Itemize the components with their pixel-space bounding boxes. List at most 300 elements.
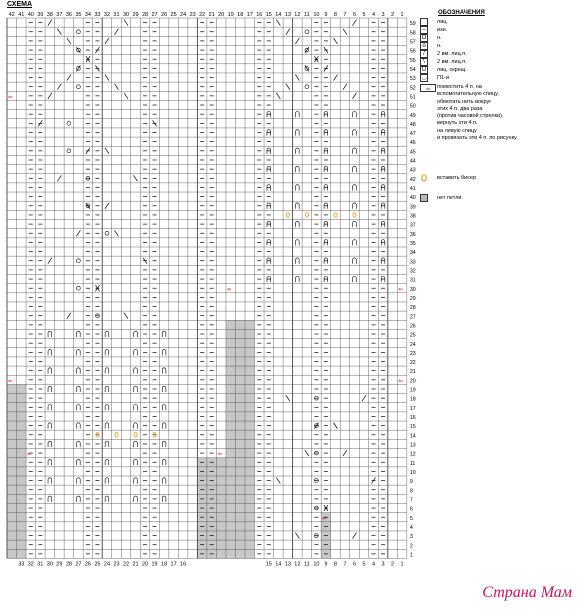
no-stitch-cell: [17, 540, 27, 549]
row-label: 52: [409, 85, 416, 92]
row-label: 57: [409, 39, 416, 46]
no-stitch-cell: [7, 540, 17, 549]
no-stitch-cell: [245, 531, 255, 540]
twisted-symbol: [353, 203, 357, 209]
yarnover-symbol: [77, 286, 81, 290]
col-label: 25: [94, 561, 101, 568]
no-stitch-cell: [17, 384, 27, 393]
legend-symbol-icon: ᑌ: [421, 67, 427, 73]
yarnover-symbol: [77, 259, 81, 263]
row-label: 40: [409, 195, 416, 202]
no-stitch-cell: [226, 430, 236, 439]
no-stitch-cell: [7, 531, 17, 540]
chart-grid: [7, 18, 407, 558]
no-stitch-cell: [226, 531, 236, 540]
twisted-symbol: [105, 478, 109, 484]
no-stitch-cell: [235, 348, 245, 357]
col-label: 21: [208, 12, 215, 18]
twisted-symbol: [134, 423, 138, 429]
twisted-symbol: [77, 331, 81, 337]
no-stitch-cell: [226, 494, 236, 503]
ssk-symbol: [67, 38, 71, 44]
no-stitch-cell: [17, 503, 27, 512]
col-label: 39: [37, 12, 44, 18]
twisted-symbol: [353, 185, 357, 191]
row-label: 27: [409, 314, 416, 321]
twisted-symbol: [105, 386, 109, 392]
col-label: 32: [27, 561, 34, 568]
no-stitch-cell: [245, 421, 255, 430]
row-label: 26: [409, 323, 416, 330]
nostitch-label: нет петли: [437, 195, 462, 201]
yarnover-symbol: [67, 121, 71, 125]
no-stitch-cell: [226, 320, 236, 329]
row-label: 13: [409, 442, 416, 449]
no-stitch-cell: [226, 366, 236, 375]
no-stitch-cell: [245, 366, 255, 375]
no-stitch-cell: [7, 476, 17, 485]
twisted-symbol: [48, 496, 52, 502]
row-label: 19: [409, 387, 416, 394]
bead-symbol: [305, 213, 308, 218]
no-stitch-cell: [17, 467, 27, 476]
ssk-symbol: [124, 313, 128, 319]
no-stitch-cell: [7, 449, 17, 458]
bead-label: вставить бисер: [437, 175, 477, 181]
row-label: 47: [409, 131, 416, 138]
yarnover-symbol: [305, 30, 309, 34]
twisted-symbol: [353, 148, 357, 154]
no-stitch-cell: [245, 458, 255, 467]
twisted-symbol: [48, 368, 52, 374]
col-label: 31: [113, 12, 120, 18]
no-stitch-cell: [7, 394, 17, 403]
legend: [420, 18, 584, 228]
col-label: 27: [75, 561, 82, 568]
col-label: 31: [37, 561, 44, 568]
cable-marker: 4п: [8, 93, 13, 99]
row-label: 7: [409, 497, 413, 504]
col-label: 32: [103, 12, 111, 18]
no-stitch-cell: [7, 384, 17, 393]
col-label: 2: [391, 561, 395, 568]
col-label: 6: [352, 561, 357, 568]
twisted-symbol: [105, 350, 109, 356]
no-stitch-cell: [245, 449, 255, 458]
bead-symbol: [115, 432, 118, 437]
col-label: 16: [180, 561, 187, 568]
yarnover-symbol: [105, 231, 109, 235]
col-label: 1: [400, 561, 404, 568]
col-label: 36: [65, 12, 72, 18]
legend-label: П1-и: [437, 75, 449, 81]
no-stitch-cell: [7, 458, 17, 467]
cable-marker: 4п: [8, 377, 13, 383]
twisted-symbol: [105, 331, 109, 337]
col-label: 3: [381, 561, 385, 568]
twisted-symbol: [162, 496, 166, 502]
no-stitch-cell: [226, 485, 236, 494]
twisted-symbol: [296, 185, 300, 191]
no-stitch-cell: [235, 540, 245, 549]
no-stitch-cell: [245, 329, 255, 338]
col-label: 13: [284, 561, 291, 568]
col-label: 4: [371, 561, 376, 568]
row-label: 28: [409, 305, 416, 312]
no-stitch-cell: [226, 329, 236, 338]
no-stitch-cell: [235, 439, 245, 448]
col-label: 19: [227, 12, 234, 18]
ssk-symbol: [114, 230, 118, 236]
row-label: 21: [409, 369, 416, 376]
no-stitch-cell: [7, 494, 17, 503]
row-label: 51: [409, 94, 416, 101]
k2tog-symbol: [105, 203, 109, 209]
twisted-symbol: [353, 258, 357, 264]
col-label: 9: [324, 12, 328, 18]
twisted-symbol: [48, 405, 52, 411]
no-stitch-cell: [7, 403, 17, 412]
twisted-symbol: [48, 441, 52, 447]
col-label: 7: [343, 561, 347, 568]
twisted-symbol: [162, 441, 166, 447]
twisted-symbol: [134, 496, 138, 502]
no-stitch-cell: [245, 348, 255, 357]
twisted-symbol: [296, 203, 300, 209]
col-label: 38: [46, 12, 53, 18]
row-label: 43: [409, 167, 416, 174]
cable-line: и провязать эти 4 п. по рисунку: [437, 135, 517, 142]
row-label: 50: [409, 103, 416, 110]
legend-symbol-icon: [420, 18, 428, 26]
twisted-symbol: [134, 459, 138, 465]
col-label: 20: [141, 561, 149, 568]
twisted-symbol: [296, 166, 300, 172]
k2tog-symbol: [362, 395, 366, 401]
no-stitch-cell: [17, 494, 27, 503]
no-stitch-cell: [235, 531, 245, 540]
cable-marker: 4п: [27, 451, 32, 457]
col-label: 35: [75, 12, 82, 18]
col-label: 1: [400, 12, 404, 18]
no-stitch-cell: [7, 522, 17, 531]
no-stitch-cell: [235, 522, 245, 531]
no-stitch-cell: [226, 467, 236, 476]
no-stitch-cell: [17, 476, 27, 485]
twisted-symbol: [296, 221, 300, 227]
row-label: 45: [409, 149, 416, 156]
no-stitch-cell: [245, 522, 255, 531]
twisted-symbol: [105, 496, 109, 502]
no-stitch-cell: [7, 549, 17, 558]
col-label: 17: [246, 12, 253, 18]
row-label: 49: [409, 112, 416, 119]
ssk-symbol: [333, 38, 337, 44]
k2tog-symbol: [114, 29, 118, 35]
ssk-symbol: [333, 423, 337, 429]
col-label: 11: [304, 561, 310, 568]
legend-title: ОБОЗНАЧЕНИЯ: [438, 10, 485, 16]
no-stitch-cell: [216, 467, 226, 476]
legend-symbol-icon: /: [420, 50, 428, 58]
row-label: 36: [409, 231, 416, 238]
no-stitch-cell: [235, 384, 245, 393]
twisted-symbol: [353, 130, 357, 136]
col-label: 17: [170, 561, 177, 568]
twisted-symbol: [77, 423, 81, 429]
twisted-symbol: [162, 350, 166, 356]
no-stitch-cell: [245, 467, 255, 476]
no-stitch-cell: [235, 513, 245, 522]
ssk-symbol: [57, 29, 61, 35]
twisted-symbol: [162, 478, 166, 484]
col-label: 10: [313, 12, 320, 18]
cable-line: вспомогательную спицу,: [437, 91, 499, 98]
col-label: 30: [46, 561, 53, 568]
row-label: 42: [409, 176, 416, 183]
cable-line: на левую спицу: [437, 127, 477, 134]
twisted-symbol: [48, 459, 52, 465]
cable-marker: 4п: [322, 515, 327, 521]
no-stitch-cell: [226, 339, 236, 348]
no-stitch-cell: [7, 503, 17, 512]
no-stitch-cell: [7, 439, 17, 448]
no-stitch-cell: [216, 540, 226, 549]
no-stitch-cell: [17, 412, 27, 421]
twisted-symbol: [162, 386, 166, 392]
cable-line: (против часовой стрелки),: [437, 113, 504, 120]
legend-label: 2 вм. лиц.п.: [437, 59, 467, 65]
no-stitch-cell: [245, 384, 255, 393]
twisted-symbol: [353, 221, 357, 227]
row-label: 22: [409, 360, 416, 367]
row-label: 31: [409, 277, 416, 284]
k2tog-symbol: [286, 29, 290, 35]
watermark-logo: Страна Мам: [482, 584, 572, 601]
twisted-symbol: [48, 386, 52, 392]
cable-icon: 4п: [420, 84, 436, 92]
no-stitch-cell: [226, 439, 236, 448]
cable-description: [437, 84, 584, 142]
cable-line: этих 4 п. два раза: [437, 105, 483, 112]
k2tog-symbol: [67, 75, 71, 81]
legend-label: изн.: [437, 27, 448, 33]
no-stitch-cell: [226, 503, 236, 512]
twisted-symbol: [105, 441, 109, 447]
ssk-symbol: [134, 175, 138, 181]
row-label: 33: [409, 259, 416, 266]
col-label: 26: [161, 12, 168, 18]
row-label: 30: [409, 286, 416, 293]
twisted-symbol: [296, 130, 300, 136]
ssk-symbol: [276, 20, 280, 26]
k2tog-symbol: [48, 258, 52, 264]
no-stitch-cell: [235, 339, 245, 348]
row-label: 14: [409, 433, 416, 440]
row-label: 56: [409, 48, 416, 55]
twisted-symbol: [134, 331, 138, 337]
twisted-symbol: [105, 459, 109, 465]
no-stitch-cell: [7, 467, 17, 476]
twisted-symbol: [353, 276, 357, 282]
ssk-symbol: [295, 75, 299, 81]
twisted-symbol: [296, 111, 300, 117]
row-label: 8: [409, 488, 413, 495]
no-stitch-cell: [235, 458, 245, 467]
twisted-symbol: [77, 405, 81, 411]
no-stitch-cell: [235, 485, 245, 494]
row-label: 55: [409, 57, 416, 64]
row-label: 11: [409, 460, 416, 467]
twisted-symbol: [162, 423, 166, 429]
twisted-symbol: [134, 368, 138, 374]
twisted-symbol: [296, 148, 300, 154]
k2tog-symbol: [57, 175, 61, 181]
cable-line: вернуть эти 4 п.: [437, 120, 478, 127]
chart-title: СХЕМА: [7, 1, 33, 8]
no-stitch-cell: [235, 403, 245, 412]
no-stitch-cell: [226, 449, 236, 458]
twisted-symbol: [77, 441, 81, 447]
no-stitch-cell: [226, 549, 236, 558]
col-label: 7: [343, 12, 347, 18]
ssk-symbol: [286, 395, 290, 401]
cable-marker: 4п: [217, 451, 222, 457]
row-label: 20: [409, 378, 416, 385]
twisted-symbol: [353, 166, 357, 172]
col-label: 12: [294, 561, 301, 568]
twisted-symbol: [296, 276, 300, 282]
col-label: 26: [84, 561, 91, 568]
no-stitch-cell: [226, 384, 236, 393]
no-stitch-cell: [245, 430, 255, 439]
row-label: 1: [409, 552, 413, 559]
no-stitch-cell: [17, 522, 27, 531]
row-label: 10: [409, 470, 416, 476]
no-stitch-cell: [17, 458, 27, 467]
row-label: 12: [409, 451, 416, 458]
cable-marker: 4п: [226, 286, 232, 292]
col-label: 24: [180, 12, 187, 18]
twisted-symbol: [134, 404, 138, 410]
col-label: 18: [161, 561, 168, 568]
legend-label: 2 вм. лиц.п.: [437, 51, 467, 57]
no-stitch-cell: [17, 430, 27, 439]
row-label: 18: [409, 396, 416, 403]
col-label: 28: [65, 561, 72, 568]
no-stitch-cell: [216, 549, 226, 558]
ssk-symbol: [295, 533, 299, 539]
no-stitch-cell: [245, 339, 255, 348]
twisted-symbol: [162, 459, 166, 465]
no-stitch-cell: [216, 476, 226, 485]
no-stitch-cell: [235, 357, 245, 366]
no-stitch-cell: [216, 522, 226, 531]
ssk-symbol: [343, 29, 347, 35]
twisted-symbol: [134, 386, 138, 392]
no-stitch-cell: [7, 412, 17, 421]
no-stitch-cell: [235, 375, 245, 384]
no-stitch-cell: [17, 394, 27, 403]
legend-symbol-icon: O: [421, 35, 427, 41]
no-stitch-cell: [235, 449, 245, 458]
no-stitch-cell: [216, 458, 226, 467]
col-label: 4: [371, 12, 376, 18]
no-stitch-cell: [226, 348, 236, 357]
legend-symbol-icon: \: [420, 58, 428, 66]
twisted-symbol: [105, 405, 109, 411]
col-label: 8: [333, 12, 337, 18]
twisted-symbol: [77, 350, 81, 356]
twisted-symbol: [48, 478, 52, 484]
no-stitch-cell: [245, 320, 255, 329]
twisted-symbol: [353, 240, 357, 246]
twisted-symbol: [162, 368, 166, 374]
col-label: 19: [151, 561, 158, 568]
k2tog-symbol: [333, 75, 337, 81]
ssk-symbol: [276, 478, 280, 484]
cable-marker: 4п: [398, 286, 403, 292]
row-label: 48: [409, 121, 416, 128]
col-label: 10: [313, 561, 320, 568]
col-label: 42: [8, 12, 15, 18]
twisted-symbol: [296, 258, 300, 264]
col-label: 3: [381, 12, 385, 18]
col-label: 13: [284, 12, 291, 18]
col-label: 41: [18, 12, 25, 18]
row-label: 44: [409, 158, 416, 165]
twisted-symbol: [48, 350, 52, 356]
row-label: 29: [409, 295, 416, 302]
twisted-symbol: [77, 478, 81, 484]
k2tog-symbol: [343, 450, 347, 456]
no-stitch-cell: [216, 494, 226, 503]
legend-label: лиц.: [437, 19, 448, 25]
no-stitch-cell: [7, 430, 17, 439]
col-label: 29: [56, 561, 63, 568]
no-stitch-cell: [226, 540, 236, 549]
k2tog-symbol: [48, 93, 52, 99]
col-label: 8: [333, 561, 337, 568]
ssk-symbol: [286, 84, 290, 90]
row-label: 6: [409, 506, 413, 513]
yarnover-symbol: [77, 30, 81, 34]
row-label: 4: [409, 524, 413, 531]
k2tog-symbol: [57, 84, 61, 90]
row-label: 32: [409, 268, 416, 275]
no-stitch-cell: [235, 412, 245, 421]
row-label: 41: [409, 186, 416, 193]
no-stitch-cell: [235, 476, 245, 485]
col-label: 22: [199, 12, 206, 18]
no-stitch-cell: [17, 421, 27, 430]
no-stitch-cell: [17, 513, 27, 522]
k2tog-symbol: [105, 38, 109, 44]
cable-marker: 4п: [398, 377, 403, 383]
twisted-symbol: [134, 350, 138, 356]
legend-label: н.: [437, 35, 442, 41]
twisted-symbol: [134, 478, 138, 484]
no-stitch-cell: [245, 394, 255, 403]
col-label: 14: [275, 12, 282, 18]
row-label: 17: [409, 405, 416, 412]
no-stitch-cell: [17, 403, 27, 412]
ssk-symbol: [105, 148, 109, 154]
row-label: 2: [409, 543, 413, 550]
twisted-symbol: [48, 423, 52, 429]
no-stitch-cell: [226, 458, 236, 467]
col-label: 15: [265, 561, 272, 568]
